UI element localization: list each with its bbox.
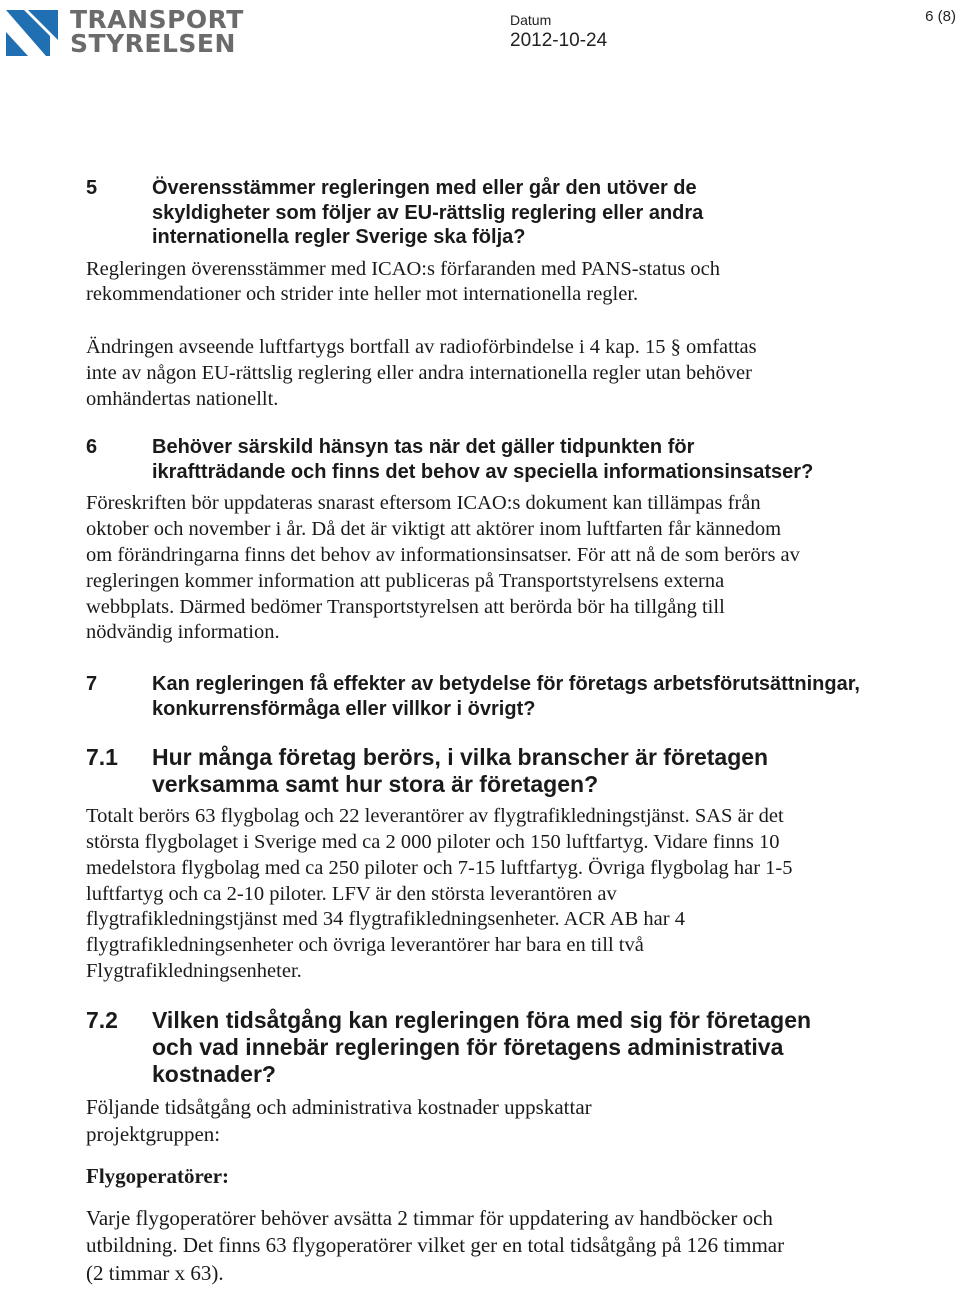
heading-text: Överensstämmer regleringen med eller går den utöver de skyldigheter som följer av EU-rättslig reglering eller andra internationella regler Sverige ska följa?: [152, 177, 704, 248]
section-number: 6: [86, 436, 98, 459]
heading-text: Hur många företag berörs, i vilka branscher är företagen verksamma samt hur stora är företagen?: [152, 744, 769, 798]
paragraph: Föreskriften bör uppdateras snarast eftersom ICAO:s dokument kan tillämpas från oktober och november i år. Då det är viktigt att aktörer inom luftfarten får kännedom om förändringarna finns det behov av informationsinsatser. För att nå de som berörs av regleringen kommer information att publiceras på Transportstyrelsens externa webbplats. Därmed bedömer Transportstyrelsen att berörda bör ha tillgång till nödvändig information.: [86, 492, 800, 644]
section-7-2-heading: [86, 1007, 852, 1088]
logo-line-1: TRANSPORT: [70, 5, 244, 34]
logo-mark-icon: [6, 6, 62, 58]
paragraph: Följande tidsåtgång och administrativa kostnader uppskattar projektgruppen:: [86, 1094, 592, 1147]
subheading: Flygoperatörer:: [86, 1163, 230, 1188]
section-number: 7.1: [86, 744, 118, 771]
section-7-1-heading: [86, 744, 812, 798]
date-label: Datum: [510, 12, 552, 28]
section-number: 7.2: [86, 1006, 118, 1033]
heading-text: Kan regleringen få effekter av betydelse för företags arbetsförutsättningar, konkurrensförmåga eller villkor i övrigt?: [152, 673, 860, 720]
heading-text: Vilken tidsåtgång kan regleringen föra med sig för företagen och vad innebär regleringen för företagens administrativa kostnader?: [152, 1006, 812, 1087]
heading-text: Behöver särskild hänsyn tas när det gäller tidpunkten för ikraftträdande och finns det behov av speciella informationsinsatser?: [152, 436, 814, 483]
paragraph: Regleringen överensstämmer med ICAO:s förfaranden med PANS-status och rekommendationer och strider inte heller mot internationella regler.: [86, 257, 721, 306]
logo-wordmark: [70, 5, 244, 58]
paragraph: Totalt berörs 63 flygbolag och 22 leverantörer av flygtrafikledningstjänst. SAS är det största flygbolaget i Sverige med ca 2 000 piloter och 150 luftfartyg. Vidare finns 10 medelstora flygbolag med ca 250 piloter och 7-15 luftfartyg. Övriga flygbolag har 1-5 luftfartyg och ca 2-10 piloter. LFV är den största leverantören av flygtrafikledningstjänst med 34 flygtrafikledningsenheter. ACR AB har 4 flygtrafikledningsenheter och övriga leverantörer har bara en till två Flygtrafikledningsenheter.: [86, 805, 793, 983]
section-number: 7: [86, 673, 98, 696]
paragraph: Varje flygoperatörer behöver avsätta 2 timmar för uppdatering av handböcker och utbildning. Det finns 63 flygoperatörer vilket ger en total tidsåtgång på 126 timmar (2 timmar x 63).: [86, 1205, 785, 1285]
date-value: 2012-10-24: [510, 30, 608, 51]
logo-line-2: STYRELSEN: [70, 29, 236, 58]
transportstyrelsen-logo: [6, 5, 244, 60]
paragraph: Ändringen avseende luftfartygs bortfall av radioförbindelse i 4 kap. 15 § omfattas inte av någon EU-rättslig reglering eller andra internationella regler utan behöver omhändertas nationellt.: [86, 336, 757, 410]
page-number: 6 (8): [925, 8, 956, 25]
document-body: [86, 176, 860, 1287]
section-7-heading: [86, 672, 872, 721]
section-number: 5: [86, 177, 98, 199]
section-5-heading: [86, 176, 806, 250]
section-6-heading: [86, 435, 832, 484]
